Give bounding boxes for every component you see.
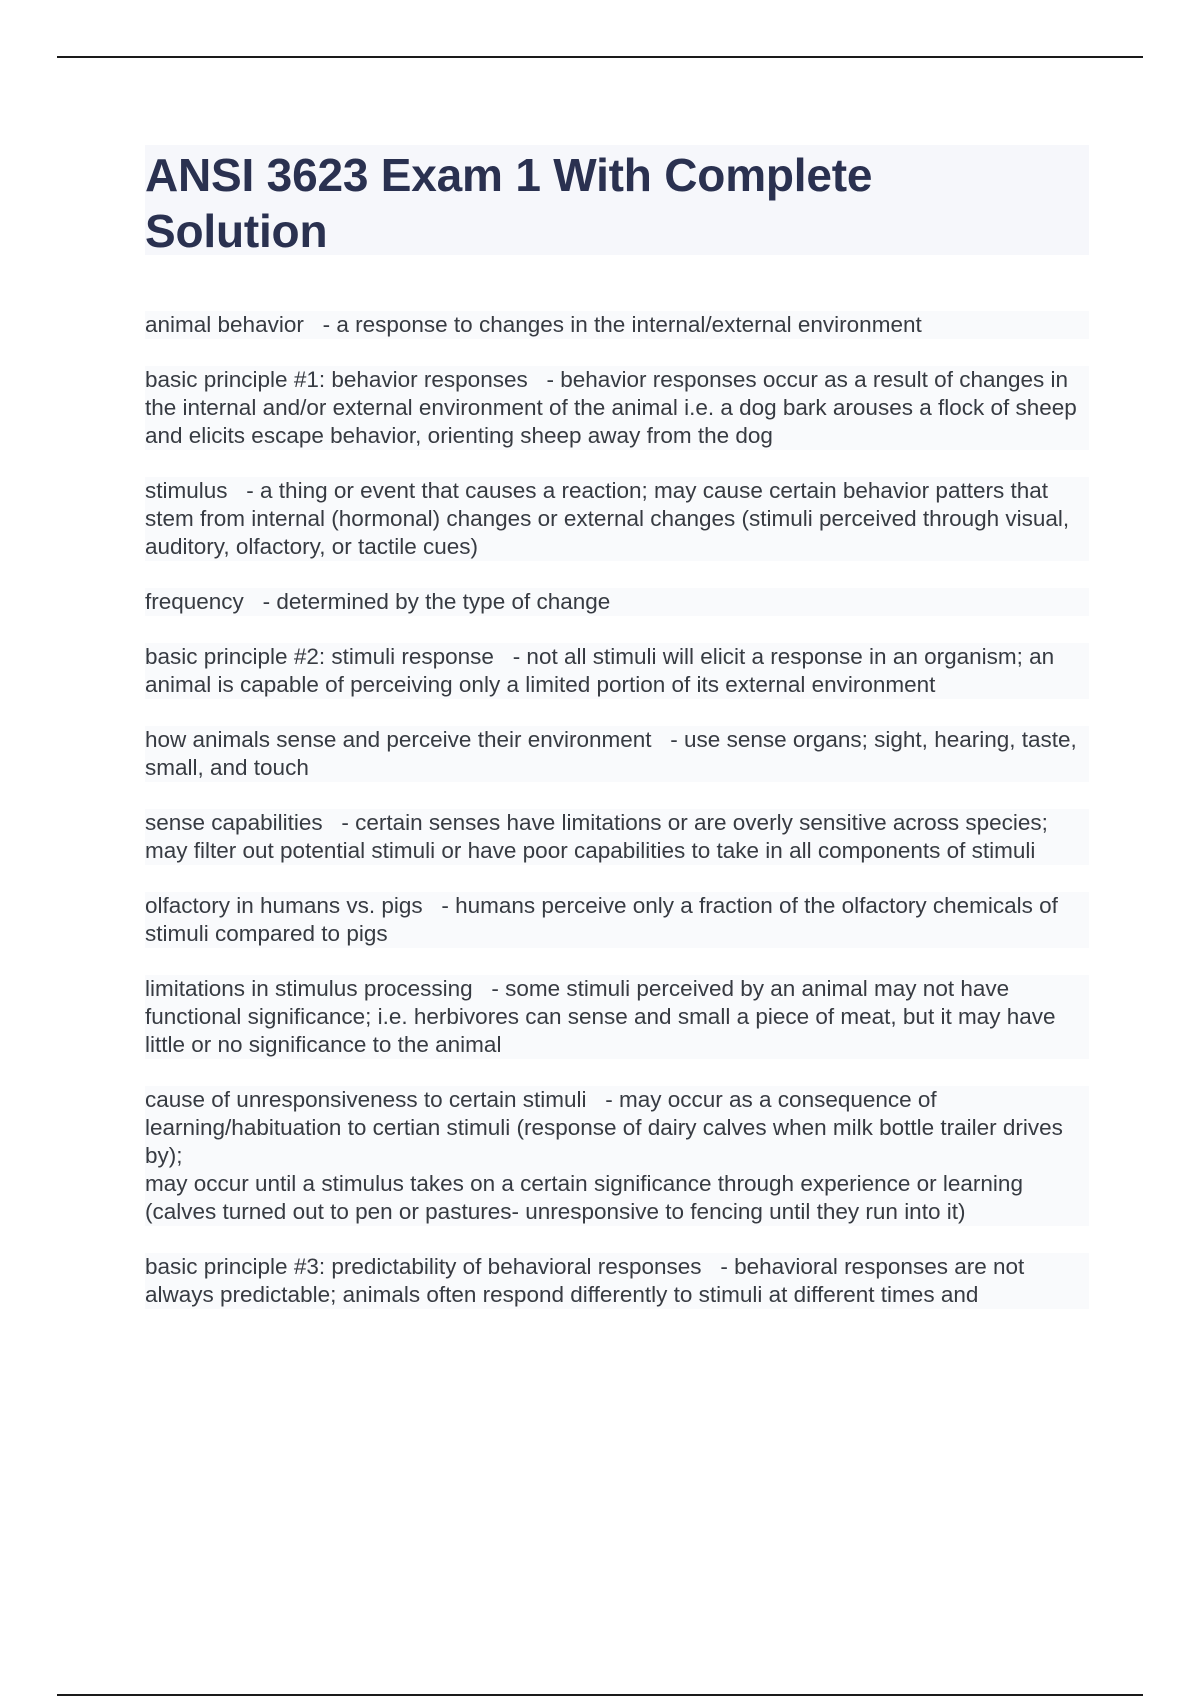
entry-definition: - use sense organs; sight, hearing, taste, small, and touch <box>145 727 1084 780</box>
flashcard-entry <box>145 643 1089 699</box>
entry-term: limitations in stimulus processing <box>145 976 473 1001</box>
title-block <box>145 145 1089 255</box>
entry-term: sense capabilities <box>145 810 323 835</box>
entry-term: basic principle #1: behavior responses <box>145 367 528 392</box>
footer-rule <box>57 1694 1143 1696</box>
entry-definition: - a response to changes in the internal/external environment <box>322 312 922 337</box>
entry-definition: - humans perceive only a fraction of the olfactory chemicals of stimuli compared to pigs <box>145 893 1065 946</box>
flashcard-entry <box>145 311 1089 339</box>
flashcard-entry <box>145 477 1089 561</box>
entry-definition: - determined by the type of change <box>262 589 611 614</box>
entry-term: basic principle #3: predictability of behavioral responses <box>145 1254 702 1279</box>
entry-definition: - a thing or event that causes a reaction; may cause certain behavior patters that stem from internal (hormonal) changes or external changes (stimuli perceived through visual, auditory, olfactory, or tactile cues) <box>145 478 1076 559</box>
entry-term: basic principle #2: stimuli response <box>145 644 494 669</box>
flashcard-entry <box>145 366 1089 450</box>
entry-term: animal behavior <box>145 312 304 337</box>
entry-definition: - behavioral responses are not always predictable; animals often respond differently to stimuli at different times and <box>145 1254 1031 1307</box>
entry-definition: - may occur as a consequence of learning/habituation to certian stimuli (response of dairy calves when milk bottle trailer drives by); <box>145 1087 1070 1168</box>
entry-term: how animals sense and perceive their environment <box>145 727 652 752</box>
entry-term: olfactory in humans vs. pigs <box>145 893 423 918</box>
entry-definition: - behavior responses occur as a result of changes in the internal and/or external environment of the animal i.e. a dog bark arouses a flock of sheep and elicits escape behavior, orienting sheep away from the dog <box>145 367 1084 448</box>
document-title <box>145 145 1089 259</box>
header-rule <box>57 56 1143 58</box>
title-line-1: ANSI 3623 Exam 1 With Complete <box>145 149 873 201</box>
document-body <box>145 145 1089 1336</box>
flashcard-entry <box>145 975 1089 1059</box>
flashcard-entry <box>145 1253 1089 1309</box>
flashcard-entry <box>145 809 1089 865</box>
flashcard-entry <box>145 588 1089 616</box>
flashcard-entry <box>145 892 1089 948</box>
flashcard-entry <box>145 1086 1089 1226</box>
flashcard-entry <box>145 726 1089 782</box>
entry-term: stimulus <box>145 478 228 503</box>
entry-definition: - not all stimuli will elicit a response in an organism; an animal is capable of perceiving only a limited portion of its external environment <box>145 644 1061 697</box>
entry-definition: - certain senses have limitations or are overly sensitive across species; may filter out potential stimuli or have poor capabilities to take in all components of stimuli <box>145 810 1055 863</box>
entry-term: frequency <box>145 589 244 614</box>
entry-definition-continued: may occur until a stimulus takes on a certain significance through experience or learning (calves turned out to pen or pastures- unresponsive to fencing until they run into it) <box>145 1171 1030 1224</box>
entry-definition: - some stimuli perceived by an animal may not have functional significance; i.e. herbivores can sense and small a piece of meat, but it may have little or no significance to the animal <box>145 976 1062 1057</box>
entry-term: cause of unresponsiveness to certain stimuli <box>145 1087 587 1112</box>
title-line-2: Solution <box>145 205 328 257</box>
flashcard-list <box>145 311 1089 1309</box>
